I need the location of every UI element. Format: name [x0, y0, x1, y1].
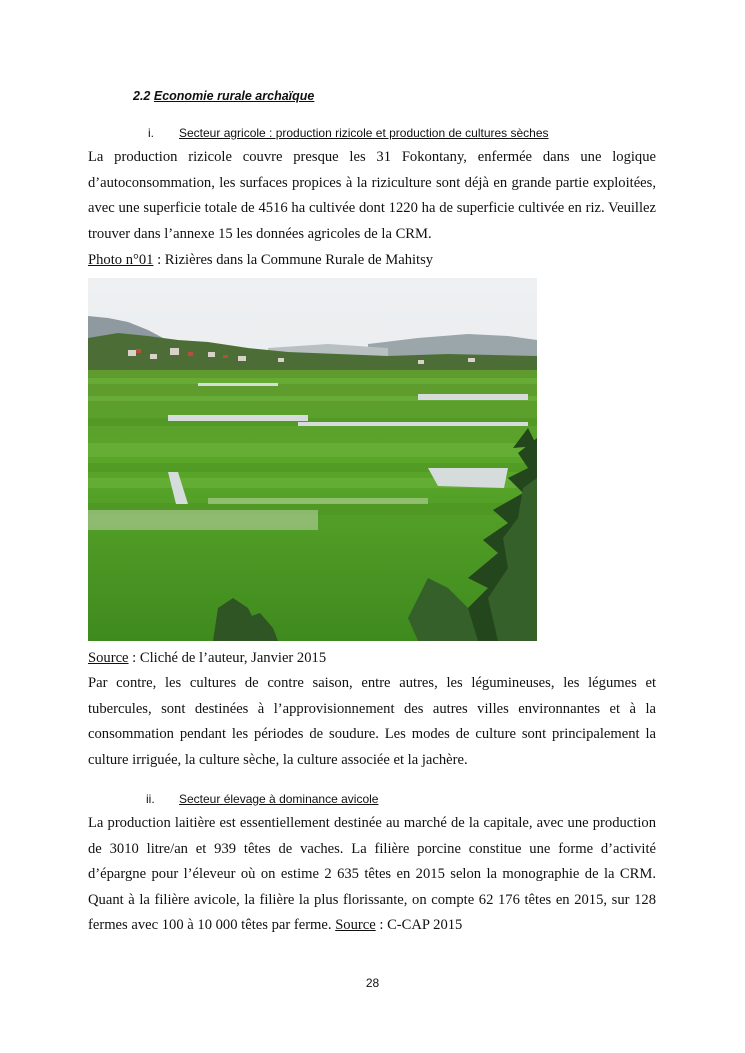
subsection-2-numeral: ii.	[146, 792, 155, 806]
photo-source	[88, 650, 326, 667]
section-heading	[133, 89, 314, 103]
page-number: 28	[365, 976, 380, 990]
paragraph-off-season-crops: Par contre, les cultures de contre saison, entre autres, les légumineuses, les légumes et tubercules, sont destinées à l’approvisionnement des autres villes environnantes et à la consommation pendant les périodes de soudure. Les modes de culture sont principalement la culture irriguée, la culture sèche, la culture associée et la jachère.	[88, 675, 656, 768]
photo-caption	[88, 252, 433, 269]
paragraph-livestock-text: La production laitière est essentiellement destinée au marché de la capitale, avec une production de 3010 litre/an et 939 têtes de vaches. La filière porcine constitue une forme d’activité d’épargne pour l’éleveur où on estime 2 635 têtes en 2015 selon la monographie de la CRM. Quant à la filière avicole, la filière la plus florissante, on compte 62 176 têtes en 2015, sur 128 fermes avec 100 à 10 000 têtes par ferme.	[88, 815, 656, 934]
photo-caption-text: : Rizières dans la Commune Rurale de Mahitsy	[153, 252, 434, 268]
photo-source-text: : Cliché de l’auteur, Janvier 2015	[128, 650, 327, 666]
paragraph-livestock	[88, 811, 656, 939]
paragraph-rice-production: La production rizicole couvre presque les 31 Fokontany, enfermée dans une logique d’autoconsommation, les surfaces propices à la riziculture sont déjà en grande partie exploitées, avec une superficie totale de 4516 ha cultivée dont 1220 ha de superficie cultivée en riz. Veuillez trouver dans l’annexe 15 les données agricoles de la CRM.	[88, 149, 656, 242]
rice-fields-photo	[88, 278, 537, 641]
photo-label: Photo n°01	[88, 252, 154, 268]
photo-source-label: Source	[88, 650, 129, 666]
section-title: Economie rurale archaïque	[153, 89, 315, 103]
livestock-source-label: Source	[335, 917, 376, 934]
subsection-1-numeral: i.	[148, 126, 154, 140]
rice-fields-illustration	[88, 278, 537, 641]
section-number: 2.2	[133, 89, 151, 103]
livestock-source-text: : C-CAP 2015	[375, 917, 463, 934]
subsection-2-title: Secteur élevage à dominance avicole	[179, 792, 379, 806]
subsection-1-title: Secteur agricole : production rizicole et production de cultures sèches	[179, 126, 549, 140]
